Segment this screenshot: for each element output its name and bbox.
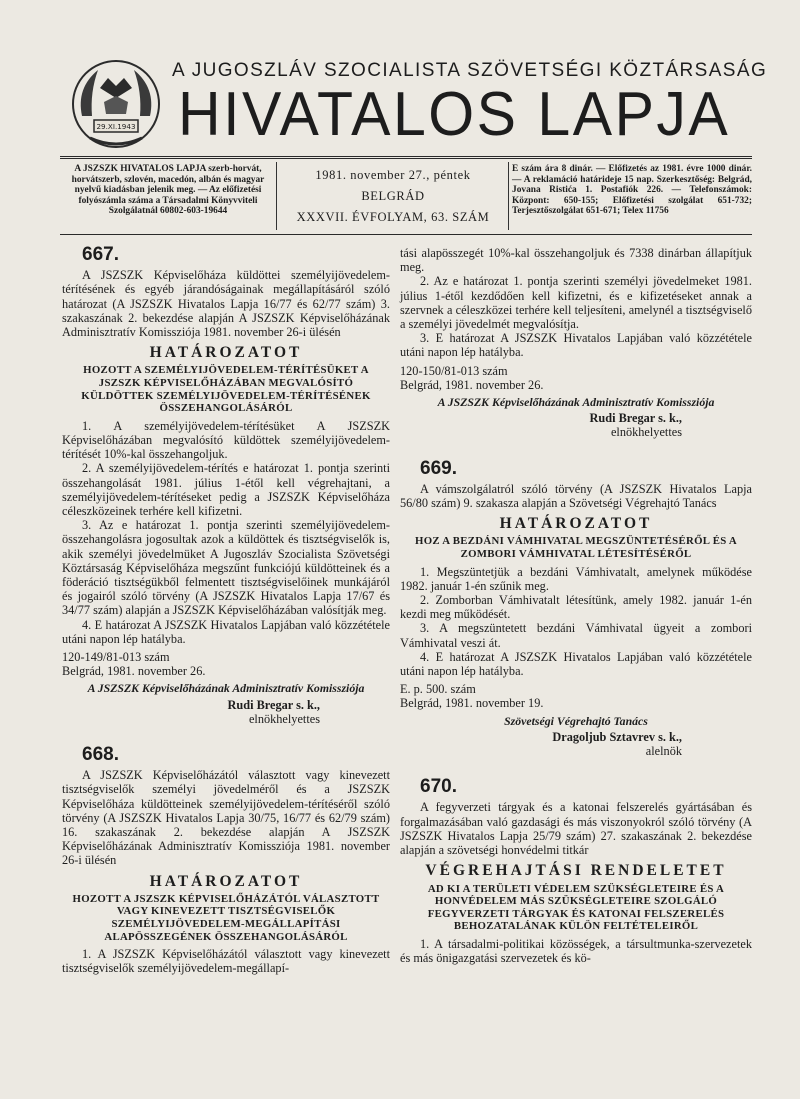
left-column xyxy=(62,246,390,976)
signatory-role: alelnök xyxy=(645,744,682,759)
paragraph: tási alapösszegét 10%-kal összehangoljuk és 7338 dinárban állapítjuk meg. xyxy=(400,246,752,275)
state-emblem-icon xyxy=(70,58,162,150)
reference-number: 120-149/81-013 szám xyxy=(62,650,170,665)
paragraph: 1. A személyijövedelem-térítésüket A JSZSZK Képviselőházában megvalósító küldöttek személyijövedelem-térítését 10%-kal összehangoljuk. xyxy=(62,418,390,462)
issuing-authority: A JSZSZK Képviselőházának Adminisztratív Komissziója xyxy=(87,681,365,696)
emblem-date-text: 29.XI.1943 xyxy=(96,122,136,131)
place-date: Belgrád, 1981. november 19. xyxy=(400,696,544,711)
paragraph: A fegyverzeti tárgyak és a katonai felszerelés gyártásában és forgalmazásában való gazdasági és más viszonyokról szóló törvény (A JSZSZK Hivatalos Lapja 25/79 szám) 27. szakaszának 2. bekezdése alapján a szövetségi honvédelmi titkár xyxy=(400,800,752,858)
issuing-authority: Szövetségi Végrehajtó Tanács xyxy=(504,713,648,728)
paragraph: 4. E határozat A JSZSZK Hivatalos Lapjában való közzététele utáni napon lép hatályba. xyxy=(62,617,390,646)
signatory-name: Dragoljub Sztavrev s. k., xyxy=(552,729,682,744)
paragraph: 1. A JSZSZK Képviselőházától választott vagy kinevezett tisztségviselők személyijövedelem-megállapí- xyxy=(62,947,390,976)
signatory-role: elnökhelyettes xyxy=(610,425,682,440)
paragraph: 2. Zomborban Vámhivatalt létesítünk, amely 1982. január 1-én kezdi meg működését. xyxy=(400,593,752,622)
paragraph: A JSZSZK Képviselőházától választott vagy kinevezett tisztségviselők személyi jövedelméről és a JSZSZK Képviselőháza küldötteinek személyijövedelem-térítéséről szóló törvény (A JSZSZK Hivatalos Lapja 30/75, 16/77 és 62/79 szám) 16. szakaszának 2. bekezdése alapján A JSZSZK Képviselőházának Adminisztratív Komissziója 1981. november 26-i ülésén xyxy=(62,768,390,868)
act-number-670: 670. xyxy=(420,776,457,798)
decree-title: AD KI A TERÜLETI VÉDELEM SZÜKSÉGLETEIRE ÉS A HONVÉDELEM MÁS SZÜKSÉGLETEIRE SZOLGÁLÓ FEGYVERZETI TÁRGYAK ÉS KATONAI FELSZERELÉS BEHOZATALÁNAK KÜLÖN FELTÉTELEIRŐL xyxy=(427,882,725,933)
signature xyxy=(400,411,752,439)
paragraph: 3. Az e határozat 1. pontja szerinti személyijövedelem-összehangolásra jogosultak azok a küldöttek és tisztségviselők is, akik személyi jövedelmüket A Jugoszláv Szocialista Szövetségi Köztársaság Képviselőháza megszűnt funkciójú küldötteinek és a föderáció tisztségükből felmentett tisztségviselőinek munkájáról és jogairól szóló törvény (A JSZSZK Hivatalos Lapja 17/67 és 34/77 szám) alapján a JSZSZK Képviselőházában valósítják meg. xyxy=(62,518,390,618)
reference-number: E. p. 500. szám xyxy=(400,682,476,697)
paragraph: 1. A társadalmi-politikai közösségek, a társultmunka-szervezetek és más önigazgatási szervezetek és kö- xyxy=(400,936,752,966)
paragraph: 3. A megszüntetett bezdáni Vámhivatal ügyeit a zombori Vámhivatal veszi át. xyxy=(400,621,752,650)
signature xyxy=(400,730,752,758)
paragraph: 1. Megszüntetjük a bezdáni Vámhivatalt, amelynek működése 1982. január 1-én szűnik meg. xyxy=(400,564,752,593)
masthead-title: HIVATALOS LAPJA xyxy=(178,79,731,149)
header-divider-left xyxy=(276,162,277,230)
paragraph: 4. E határozat A JSZSZK Hivatalos Lapjában való közzététele utáni napon lép hatályba. xyxy=(400,649,752,679)
act-number-669: 669. xyxy=(420,457,457,479)
act-number-668: 668. xyxy=(82,744,119,766)
paragraph: A vámszolgálatról szóló törvény (A JSZSZK Hivatalos Lapja 56/80 szám) 9. szakasza alapján a Szövetségi Végrehajtó Tanács xyxy=(400,481,752,511)
decision-title: HOZOTT A SZEMÉLYIJÖVEDELEM-TÉRÍTÉSÜKET A JSZSZK KÉPVISELŐHÁZÁBAN MEGVALÓSÍTÓ KÜLDÖTTEK SZEMÉLYIJÖVEDELEM-TÉRÍTÉSÉNEK ÖSSZEHANGOLÁSÁRÓL xyxy=(81,364,371,415)
signatory-name: Rudi Bregar s. k., xyxy=(589,411,682,426)
place-date: Belgrád, 1981. november 26. xyxy=(62,664,206,679)
header-subscription-info: A JSZSZK HIVATALOS LAPJA szerb-horvát, horvátszerb, szlovén, macedón, albán és magyar nyelvű kiadásban jelenik meg. — Az előfizetési folyószámla száma a Társadalmi Könyvviteli Szolgálatnál 60802-603-19644 xyxy=(71,164,265,217)
act-number-667: 667. xyxy=(82,244,119,265)
decree-heading: VÉGREHAJTÁSI RENDELETET xyxy=(425,862,727,880)
issue-date: 1981. november 27., péntek xyxy=(315,168,471,182)
place-date: Belgrád, 1981. november 26. xyxy=(400,377,544,392)
paragraph: 3. E határozat A JSZSZK Hivatalos Lapjában való közzététele utáni napon lép hatályba. xyxy=(400,331,752,360)
decision-heading: HATÁROZATOT xyxy=(149,344,303,362)
paragraph: 2. A személyijövedelem-térítés e határozat 1. pontja szerinti összehangolását 1981. július 1-étől kell végrehajtani, a személyijövedelem-térítéseket pedig a JSZSZK Képviselőháza céleszközeinek terhére kell kifizetni. xyxy=(62,461,390,519)
masthead-kicker: A JUGOSZLÁV SZOCIALISTA SZÖVETSÉGI KÖZTÁRSASÁG xyxy=(172,60,768,81)
decision-title: HOZOTT A JSZSZK KÉPVISELŐHÁZÁTÓL VÁLASZTOTT VAGY KINEVEZETT TISZTSÉGVISELŐK SZEMÉLYIJÖVEDELEM-MEGÁLLAPÍTÁSI ALAPÖSSZEGÉNEK ÖSSZEHANGOLÁSÁRÓL xyxy=(72,892,380,943)
header-divider-right xyxy=(508,162,509,230)
paragraph: A JSZSZK Képviselőháza küldöttei személyijövedelem-térítésének és egyéb járandóságainak megállapításáról szóló határozat (A JSZSZK Hivatalos Lapja 16/77 és 62/77 szám) 3. szakaszának 2. bekezdése alapján A JSZSZK Képviselőházának Adminisztratív Komissziója 1981. november 26-i ülésén xyxy=(62,268,390,340)
paragraph: 2. Az e határozat 1. pontja szerinti személyi jövedelmeket 1981. július 1-étől kezdődően kell kifizetni, és e kifizetéseket annak a szervnek a céleszközei terhére kell teljesíteni, amelynél a tisztségviselő a személyi jövedelmét megvalósítja. xyxy=(400,274,752,332)
decision-heading: HATÁROZATOT xyxy=(499,515,653,533)
header-price-info: E szám ára 8 dinár. — Előfizetés az 1981. évre 1000 dinár. — A reklamáció határideje 15 nap. Szerkesztőség: Belgrád, Jovana Ristića 1. Postafiók 226. — Telefonszámok: Központ: 650-155; Előfizetési szolgálat 651-732; Terjesztőszolgálat 651-671; Telex 11756 xyxy=(512,164,752,217)
signatory-name: Rudi Bregar s. k., xyxy=(227,697,320,712)
decision-title: HOZ A BEZDÁNI VÁMHIVATAL MEGSZÜNTETÉSÉRŐL ÉS A ZOMBORI VÁMHIVATAL LÉTESÍTÉSÉRŐL xyxy=(415,535,737,561)
signatory-role: elnökhelyettes xyxy=(248,711,320,726)
issuing-authority: A JSZSZK Képviselőházának Adminisztratív Komissziója xyxy=(437,395,715,410)
issue-volume: XXXVII. ÉVFOLYAM, 63. SZÁM xyxy=(296,210,490,224)
issue-city: BELGRÁD xyxy=(361,189,425,203)
signature xyxy=(62,698,390,726)
decision-heading: HATÁROZATOT xyxy=(149,872,303,890)
right-column xyxy=(400,246,752,965)
header-rule xyxy=(60,234,752,235)
reference-number: 120-150/81-013 szám xyxy=(400,363,508,378)
masthead-rule xyxy=(60,156,752,159)
